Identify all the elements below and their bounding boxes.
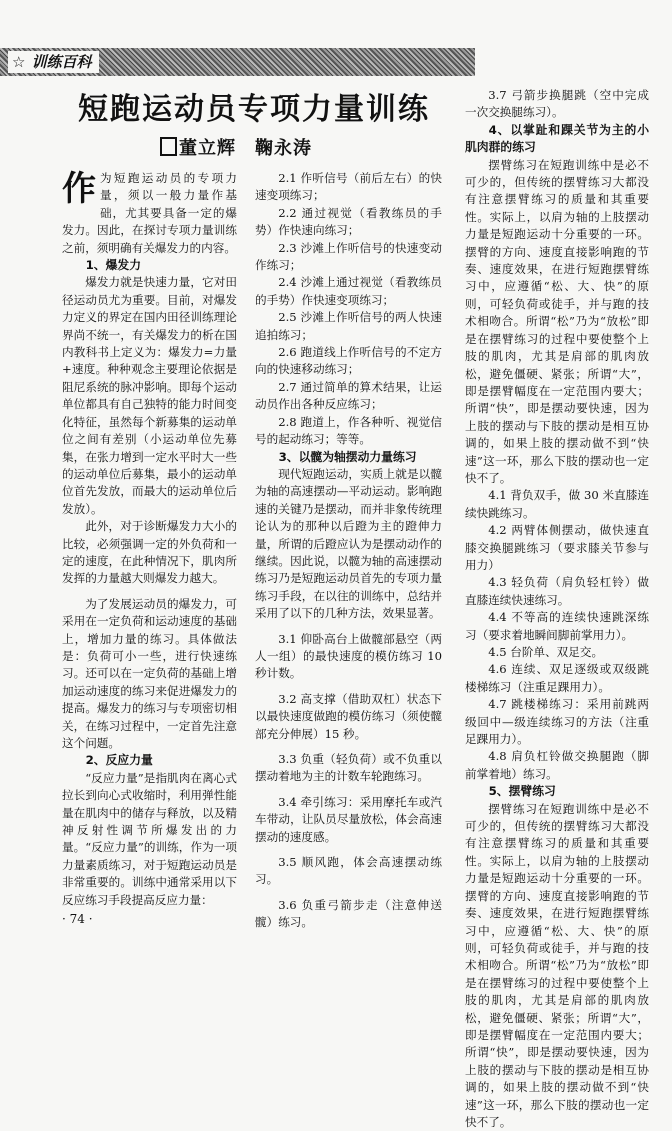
column-2	[255, 170, 442, 932]
list-item: 4.5 台阶单、双足交。	[488, 645, 604, 659]
list-item: 2.1 作听信号（前后左右）的快速变项练习；	[255, 171, 442, 203]
intro-paragraph	[62, 170, 237, 257]
column-3	[465, 87, 649, 1131]
section-header-band	[0, 48, 475, 76]
list-item: 3.2 高支撑（借助双杠）状态下以最快速度做跑的模仿练习（须使髋部充分伸展）15 秒。	[255, 691, 442, 741]
list-item: 2.5 沙滩上作听信号的两人快速追拍练习；	[255, 310, 442, 342]
paragraph: 此外，对于诊断爆发力大小的比较，必须强调一定的外负荷和一定的速度，在此种情况下，肌肉所发挥的力量越大则爆发力越大。	[62, 519, 237, 586]
heading-explosive-power: 1、爆发力	[85, 258, 141, 273]
paragraph: 爆发力就是快速力量，它对田径运动员尤为重要。目前，对爆发力定义的界定在国内田径训练理论界尚不统一，有关爆发力的析在国内教科书上定义为：爆发力=力量+速度。种种观念主要理论依据是阻尼系统的脉冲影响。即每个运动单位都具有自己独特的能力时间变化特征，虽然每个新募集的运动单位之间有差别（小运动单位先募集，在张力增到一定水平时大一些的运动单位后募集，最小的运动单位首先发放，而最大的运动单位后发放）。	[62, 275, 237, 516]
author-names: 董立辉 鞠永涛	[179, 138, 312, 159]
drop-cap: 作	[62, 169, 96, 209]
article-authors	[160, 134, 360, 160]
column-1	[62, 170, 237, 909]
list-item: 3.1 仰卧高台上做髋部悬空（两人一组）的最快速度的模仿练习 10 秒计数。	[255, 631, 442, 681]
list-item: 4.8 肩负杠铃做交换腿跑（脚前掌着地）练习。	[465, 749, 649, 781]
list-item: 2.8 跑道上，作各种听、视觉信号的起动练习；等等。	[255, 414, 442, 447]
heading-arm-swing: 5、摆臂练习	[488, 784, 556, 799]
list-item: 3.4 牵引练习：采用摩托车或汽车带动，让队员尽量放松，体会高速摆动的速度感。	[255, 794, 442, 844]
paragraph: “反应力量”是指肌肉在离心式拉长到向心式收缩时，利用弹性能量在肌肉中的储存与释放，以及精神反射性调节所爆发出的力量。“反应力量”的训练，作为一项力量素质练习，对于短跑运动员是非常重要的。训练中通常采用以下反应练习手段提高反应力量：	[62, 770, 237, 907]
list-item: 3.5 顺风跑，体会高速摆动练习。	[255, 855, 442, 887]
paragraph: 现代短跑运动，实质上就是以髋为轴的高速摆动—平动运动。影响跑速的关键乃是摆动，而并非象传统理论认为的那种以后蹬为主的蹬伸力量，所谓的后蹬应认为是摆动动作的继续。因此说，以髋为轴的高速摆动练习乃是短跑运动员首先的专项力量练习手段，在以往的训练中，总结并采用了以下的几种方法，效果显著。	[255, 466, 442, 621]
section-label	[8, 51, 99, 73]
list-item: 2.7 通过简单的算术结果，让运动员作出各种反应练习；	[255, 379, 442, 412]
page-number: · 74 ·	[62, 912, 93, 926]
heading-hip-swing: 3、以髋为轴摆动力量练习	[278, 449, 417, 464]
list-item: 2.6 跑道线上作听信号的不定方向的快速移动练习；	[255, 345, 442, 377]
list-item: 3.3 负重（轻负荷）或不负重以摆动着地为主的计数车轮跑练习。	[255, 752, 442, 784]
article-title: 短跑运动员专项力量训练	[78, 92, 430, 127]
list-item: 3.6 负重弓箭步走（注意伸送髋）练习。	[255, 897, 442, 930]
list-item: 2.2 通过视觉（看教练员的手势）作快速向练习；	[255, 205, 442, 238]
list-item: 4.3 轻负荷（肩负轻杠铃）做直膝连续快速练习。	[465, 575, 649, 607]
list-item: 2.3 沙滩上作听信号的快速变动作练习；	[255, 240, 442, 273]
list-item: 4.4 不等高的连续快速跳深练习（要求着地瞬间脚前掌用力）。	[465, 610, 649, 642]
paragraph: 摆臂练习在短跑训练中是必不可少的，但传统的摆臂练习大都没有注意摆臂练习的质量和其重要性。实际上，以肩为轴的上肢摆动力量是短跑运动十分重要的一环。摆臂的方向、速度直接影响跑的节奏、速度效果，在进行短跑摆臂练习中，应遵循“松、大、快”的原则，可轻负荷或徒手，并与跑的技术相吻合。所谓“松”乃为“放松”即是在摆臂练习的过程中要使整个上肢的肌肉，尤其是肩部的肌肉放松，避免僵硬、紧张；所谓“大”，即是摆臂幅度在一定范围内要大；所谓“快”，即是摆动要快速，因为上肢的摆动与下肢的摆动是相互协调的，如果上肢的摆动做不到“快速”这一环，那么下肢的摆动也一定快不了。	[465, 157, 649, 485]
list-item: 4.1 背负双手，做 30 米直膝连续快跳练习。	[465, 488, 649, 520]
heading-small-muscles: 4、以掌趾和踝关节为主的小肌肉群的练习	[465, 122, 649, 155]
paragraph: 为了发展运动员的爆发力，可采用在一定负荷和运动速度的基础上，增加力量的练习。具体做法是：负荷可小一些，进行快速练习。还可以在一定负荷的基础上增加运动速度的练习来促进爆发力的提高。爆发力的练习与专项密切相关，在练习过程中，一定首先注意这个问题。	[62, 596, 237, 750]
list-item: 2.4 沙滩上通过视觉（看教练员的手势）作快速变项练习；	[255, 275, 442, 307]
author-box-icon	[160, 137, 177, 156]
list-item: 4.6 连续、双足逐级或双级跳楼梯练习（注重足踝用力）。	[465, 662, 649, 694]
heading-reactive-strength: 2、反应力量	[85, 753, 153, 768]
section-label-text: 训练百科	[31, 53, 92, 71]
intro-text: 为短跑运动员的专项力量，须以一般力量作基础，尤其要具备一定的爆发力。因此，在探讨专项力量训练之前，须明确有关爆发力的内容。	[62, 171, 237, 255]
star-icon: ☆	[12, 53, 26, 71]
list-item: 4.7 跳楼梯练习：采用前跳两级回中—级连续练习的方法（注重足踝用力）。	[465, 697, 649, 747]
list-item: 3.7 弓箭步换腿跳（空中完成一次交换腿练习）。	[465, 88, 649, 120]
list-item: 4.2 两臂体侧摆动，做快速直膝交换腿跳练习（要求膝关节参与用力）	[465, 523, 649, 572]
paragraph: 摆臂练习在短跑训练中是必不可少的，但传统的摆臂练习大都没有注意摆臂练习的质量和其重要性。实际上，以肩为轴的上肢摆动力量是短跑运动十分重要的一环。摆臂的方向、速度直接影响跑的节奏、速度效果，在进行短跑摆臂练习中，应遵循“松、大、快”的原则，可轻负荷或徒手，并与跑的技术相吻合。所谓“松”乃为“放松”即是在摆臂练习的过程中要使整个上肢的肌肉，尤其是肩部的肌肉放松，避免僵硬、紧张；所谓“大”，即是摆臂幅度在一定范围内要大；所谓“快”，即是摆动要快速，因为上肢的摆动与下肢的摆动是相互协调的，如果上肢的摆动做不到“快速”这一环，那么下肢的摆动也一定快不了。	[465, 801, 649, 1129]
